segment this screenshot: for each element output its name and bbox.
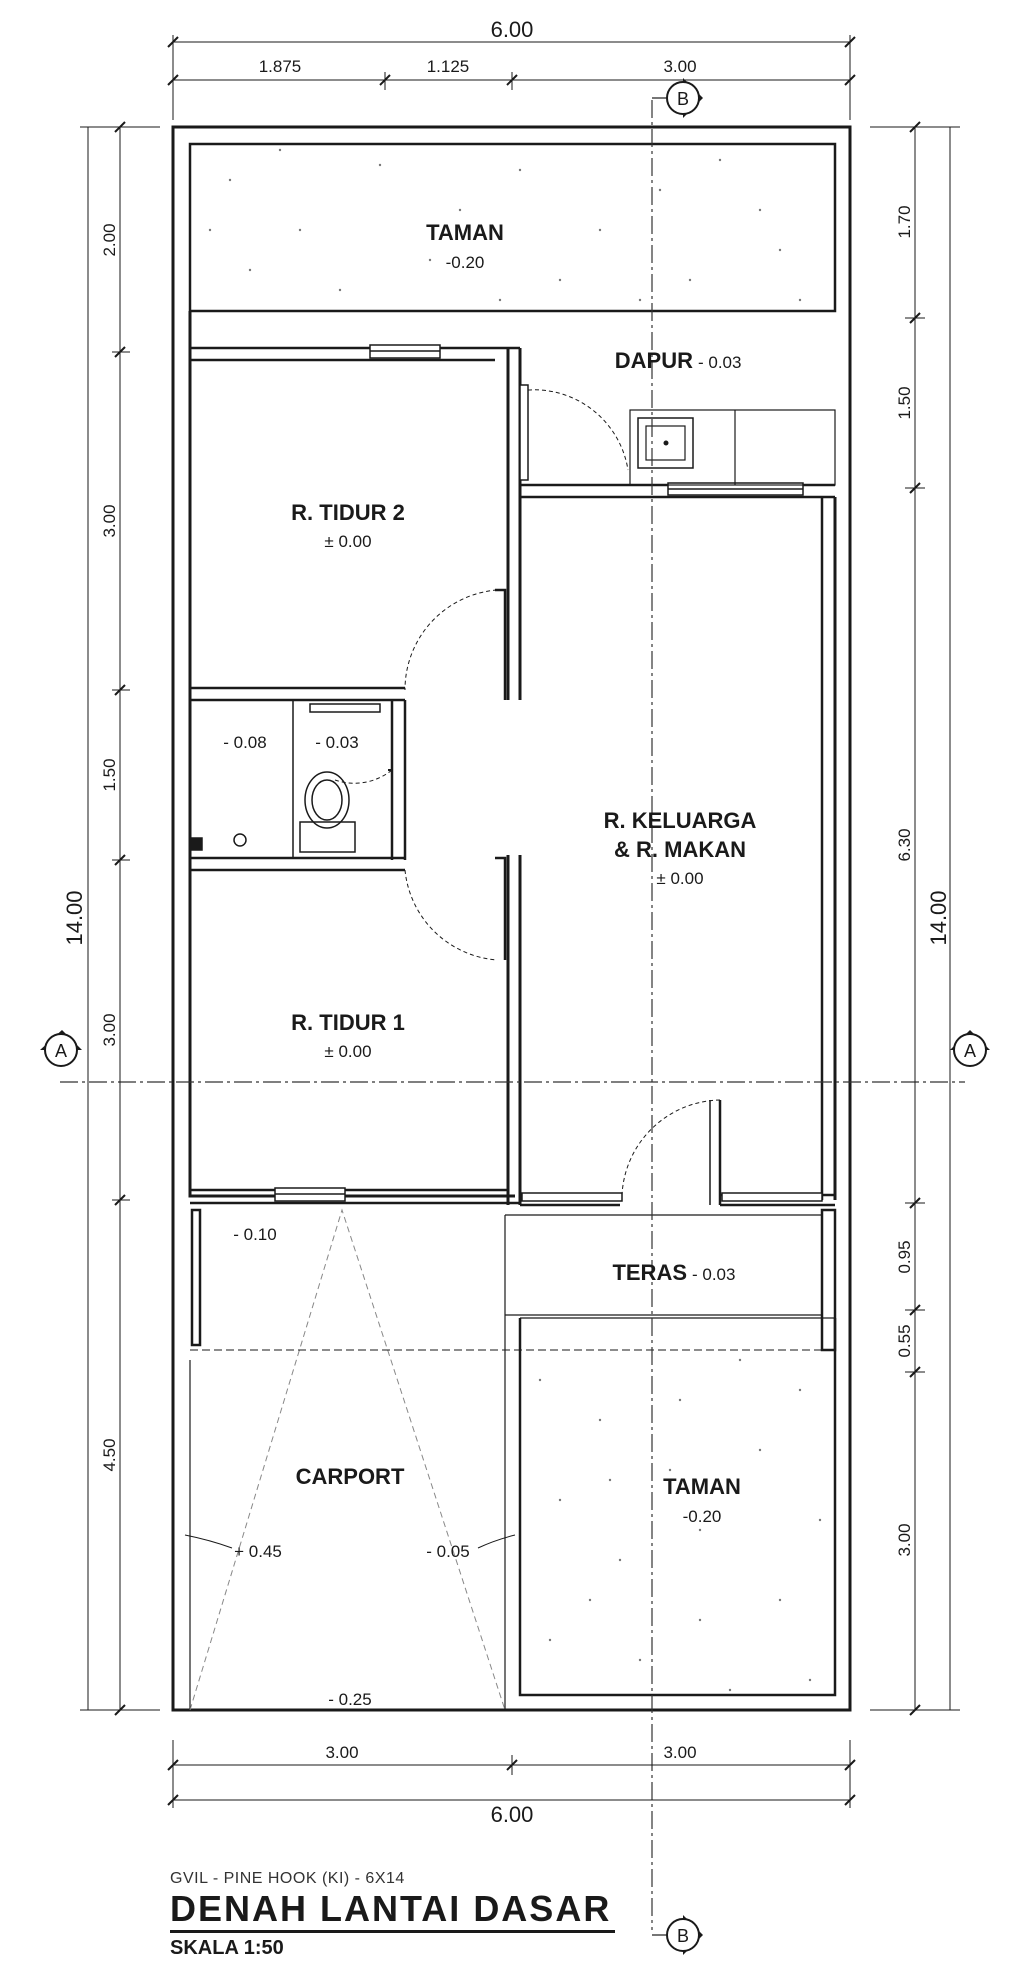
room-taman-back-name: TAMAN: [426, 220, 504, 245]
room-taman-front-name: TAMAN: [663, 1474, 741, 1499]
room-keluarga-name-1: R. KELUARGA: [603, 808, 757, 833]
dim-bottom-total: 6.00: [490, 1802, 534, 1827]
room-teras-name: TERAS: [612, 1260, 687, 1285]
outer-walls: [173, 127, 850, 1710]
kitchen-counter: [630, 410, 835, 485]
garden-texture-back: [209, 149, 801, 301]
carport-top-level: - 0.10: [233, 1225, 277, 1244]
room-keluarga-name-2: & R. MAKAN: [614, 837, 746, 862]
dim-right-5: 0.55: [895, 1324, 914, 1358]
dimension-ticks: [115, 37, 920, 1805]
room-taman-front-level: -0.20: [682, 1507, 722, 1526]
drawing-subtitle: GVIL - PINE HOOK (KI) - 6X14: [170, 1870, 405, 1887]
title-block: [170, 1870, 615, 1960]
interior-walls: [190, 311, 835, 1710]
carport-level-right: - 0.05: [426, 1542, 470, 1561]
room-tidur1-name: R. TIDUR 1: [291, 1010, 405, 1035]
marker-b-bottom-label: B: [676, 1926, 690, 1946]
room-teras-level: - 0.03: [692, 1265, 736, 1284]
dim-right-1: 1.70: [895, 205, 914, 239]
dim-left-5: 4.50: [100, 1438, 119, 1472]
marker-a-right-label: A: [963, 1041, 977, 1061]
room-tidur2-name: R. TIDUR 2: [291, 500, 405, 525]
bathroom-fixtures: [190, 700, 380, 858]
dim-top-3: 3.00: [663, 57, 697, 76]
dim-left-3: 1.50: [100, 758, 119, 792]
dim-left-1: 2.00: [100, 223, 119, 257]
marker-b-top-label: B: [676, 89, 690, 109]
drawing-title: DENAH LANTAI DASAR: [170, 1888, 615, 1933]
carport-drainage: [190, 1210, 835, 1710]
room-taman-back-level: -0.20: [445, 253, 485, 272]
room-dapur-name: DAPUR: [614, 348, 693, 373]
dim-top-total: 6.00: [490, 17, 534, 42]
room-dapur-level: - 0.03: [698, 353, 742, 372]
carport-level-left: + 0.45: [234, 1542, 282, 1561]
dim-bottom-1: 3.00: [325, 1743, 359, 1762]
room-tidur2-level: ± 0.00: [324, 532, 372, 551]
dim-bottom-2: 3.00: [663, 1743, 697, 1762]
dim-left-total: 14.00: [62, 890, 87, 946]
garden-texture-front: [539, 1359, 821, 1711]
dim-top-1: 1.875: [258, 57, 302, 76]
dim-right-4: 0.95: [895, 1240, 914, 1274]
section-marker-b-bottom: [652, 1915, 703, 1955]
windows: [275, 345, 822, 1201]
room-carport-name: CARPORT: [295, 1464, 405, 1489]
dim-right-6: 3.00: [895, 1523, 914, 1557]
room-tidur1-level: ± 0.00: [324, 1042, 372, 1061]
section-lines: [60, 100, 965, 1930]
dim-right-2: 1.50: [895, 386, 914, 420]
dim-left-2: 3.00: [100, 504, 119, 538]
room-bath-dry-level: - 0.08: [223, 733, 267, 752]
room-keluarga-level: ± 0.00: [656, 869, 704, 888]
dim-right-total: 14.00: [926, 890, 951, 946]
section-marker-a-left: [40, 1030, 82, 1066]
section-marker-a-right: [950, 1030, 990, 1066]
section-marker-b-top: [652, 78, 703, 118]
room-bath-wet-level: - 0.03: [315, 733, 359, 752]
carport-level-bottom: - 0.25: [328, 1690, 372, 1709]
dim-left-4: 3.00: [100, 1013, 119, 1047]
drawing-scale: SKALA 1:50: [170, 1937, 284, 1959]
dim-right-3: 6.30: [895, 828, 914, 862]
dim-top-2: 1.125: [426, 57, 470, 76]
marker-a-left-label: A: [54, 1041, 68, 1061]
